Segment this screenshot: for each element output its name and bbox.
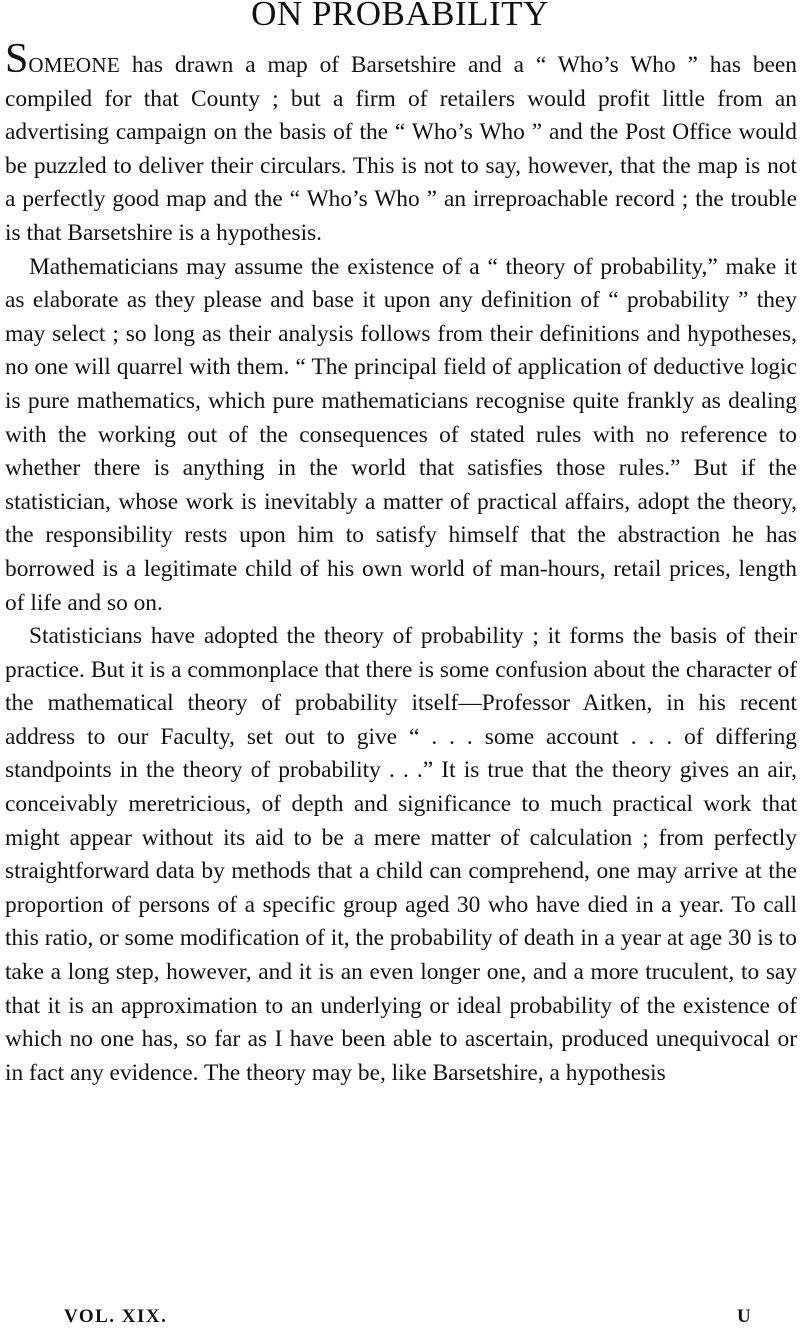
paragraph-1 <box>5 36 797 251</box>
paragraph-2: Mathematicians may assume the existence of a “ theory of probability,” make it as elaborate as they please and base it upon any definition of “ probability ” they may select ; so long as their analysis follows from their definitions and hypotheses, no one will quarrel with them. “ The principal field of application of deductive logic is pure mathematics, which pure mathematicians recognise quite frankly as dealing with the working out of the consequences of stated rules with no reference to whether there is anything in the world that satisfies those rules.” But if the statistician, whose work is inevitably a matter of practical affairs, adopt the theory, the responsibility rests upon him to satisfy himself that the abstraction he has borrowed is a legitimate child of his own world of man-hours, retail prices, length of life and so on. <box>5 253 797 616</box>
article-body <box>5 36 797 1090</box>
page-footer <box>0 1306 800 1328</box>
signature-mark: U <box>737 1306 753 1327</box>
paragraph-3: Statisticians have adopted the theory of probability ; it forms the basis of their practice. But it is a commonplace that there is some confusion about the character of the mathematical theory of probability itself—Professor Aitken, in his recent address to our Faculty, set out to give “ . . . some account . . . of differing standpoints in the theory of probability . . .” It is true that the theory gives an air, conceivably meretricious, of depth and significance to much practical work that might appear without its aid to be a mere matter of calculation ; from perfectly straightforward data by methods that a child can comprehend, one may arrive at the proportion of persons of a specific group aged 30 who have died in a year. To call this ratio, or some modification of it, the probability of death in a year at age 30 is to take a long step, however, and it is an even longer one, and a more truculent, to say that it is an approximation to an underlying or ideal probability of the existence of which no one has, so far as I have been able to ascertain, produced unequivocal or in fact any evidence. The theory may be, like Barsetshire, a hypothesis <box>5 623 797 1086</box>
page-title: ON PROBABILITY <box>251 0 549 33</box>
drop-cap: S <box>5 36 29 82</box>
paragraph-1-text: has drawn a map of Barsetshire and a “ Who’s Who ” has been compiled for that County ; but a firm of retailers would profit little from an advertising campaign on the basis of the “ Who’s Who ” and the Post Office would be puzzled to deliver their circulars. This is not to say, however, that the map is not a perfectly good map and the “ Who’s Who ” an irreproachable record ; the trouble is that Barsetshire is a hypothesis. <box>5 52 797 246</box>
volume-label: VOL. XIX. <box>64 1306 168 1327</box>
small-caps-opening: OMEONE <box>28 53 120 77</box>
